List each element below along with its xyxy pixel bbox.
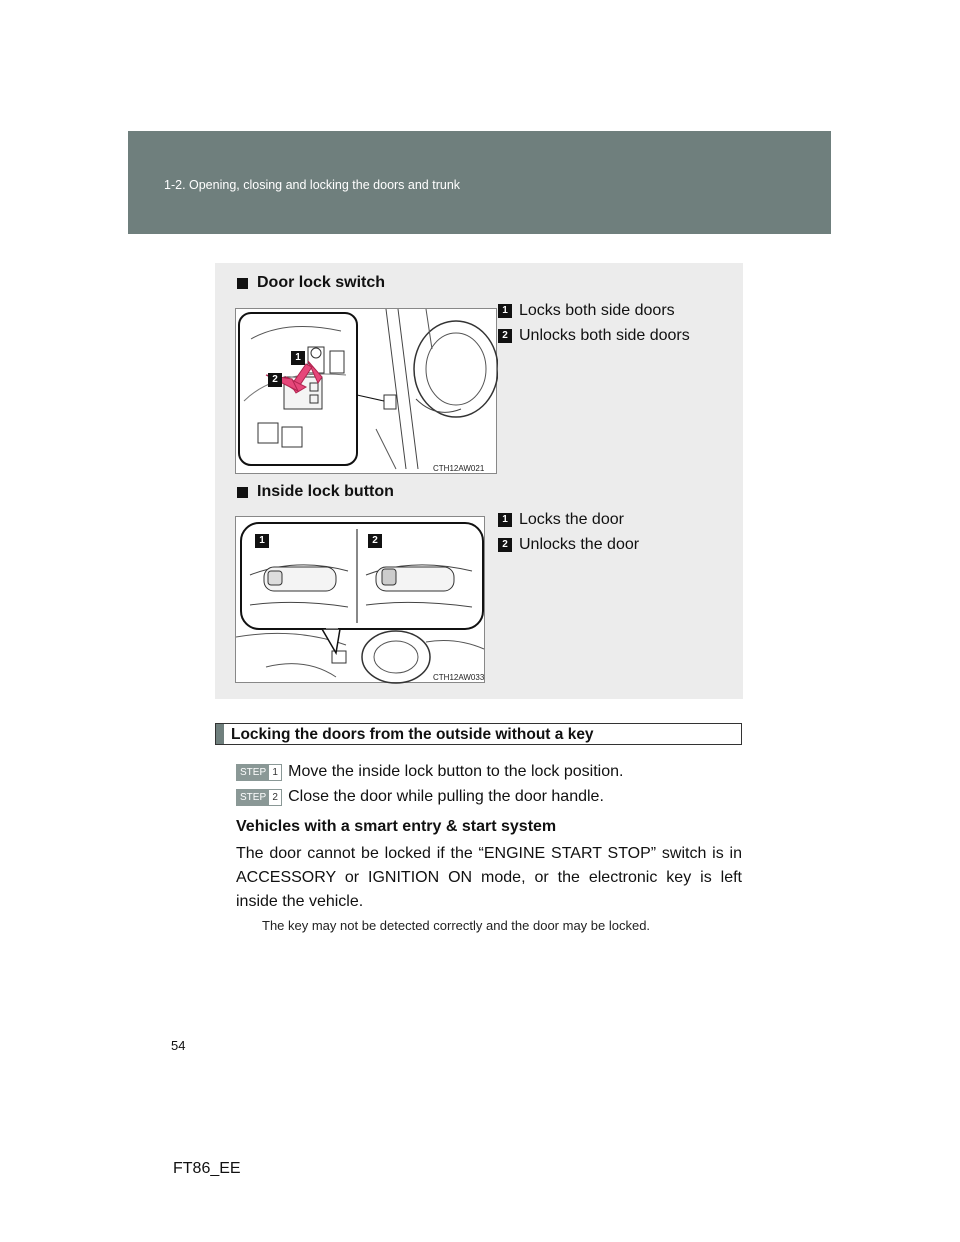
step-word: STEP bbox=[237, 765, 269, 780]
section-heading bbox=[215, 723, 742, 745]
legend-text: Locks both side doors bbox=[519, 302, 675, 319]
step-number: 1 bbox=[269, 765, 281, 780]
legend-number: 2 bbox=[498, 538, 512, 552]
page-header bbox=[128, 131, 831, 234]
callout-1: 1 bbox=[291, 351, 305, 365]
section-title: Locking the doors from the outside without a key bbox=[231, 726, 594, 743]
inside-lock-heading bbox=[237, 483, 394, 501]
inside-lock-button-figure bbox=[235, 516, 485, 683]
inside-lock-heading-text: Inside lock button bbox=[257, 483, 394, 500]
step-number: 2 bbox=[269, 790, 281, 805]
legend-item bbox=[498, 327, 690, 345]
section-accent bbox=[216, 724, 224, 744]
door-lock-heading bbox=[237, 274, 385, 292]
header-title: 1-2. Opening, closing and locking the doors and trunk bbox=[164, 178, 461, 192]
section-note: The key may not be detected correctly and the door may be locked. bbox=[262, 918, 651, 933]
figure-code: CTH12AW021 bbox=[433, 464, 485, 473]
section-subtitle: Vehicles with a smart entry & start system bbox=[236, 818, 557, 835]
step-item bbox=[236, 788, 604, 806]
legend-item bbox=[498, 511, 624, 529]
bullet-square-icon bbox=[237, 278, 248, 289]
step-item bbox=[236, 763, 623, 781]
callout-2: 2 bbox=[268, 373, 282, 387]
step-text: Close the door while pulling the door handle. bbox=[288, 788, 604, 805]
legend-text: Locks the door bbox=[519, 511, 624, 528]
legend-item bbox=[498, 536, 639, 554]
callout-2: 2 bbox=[368, 534, 382, 548]
legend-number: 1 bbox=[498, 304, 512, 318]
legend-number: 1 bbox=[498, 513, 512, 527]
footer-code: FT86_EE bbox=[173, 1160, 241, 1177]
step-badge bbox=[236, 764, 282, 781]
bullet-square-icon bbox=[237, 487, 248, 498]
inside-lock-button-illustration bbox=[236, 517, 486, 684]
step-badge bbox=[236, 789, 282, 806]
callout-1: 1 bbox=[255, 534, 269, 548]
step-text: Move the inside lock button to the lock position. bbox=[288, 763, 624, 780]
door-lock-heading-text: Door lock switch bbox=[257, 274, 386, 291]
door-lock-switch-figure bbox=[235, 308, 497, 474]
page-number: 54 bbox=[171, 1038, 186, 1053]
door-lock-switch-illustration bbox=[236, 309, 498, 475]
step-word: STEP bbox=[237, 790, 269, 805]
legend-item bbox=[498, 302, 675, 320]
legend-number: 2 bbox=[498, 329, 512, 343]
figure-code: CTH12AW033 bbox=[433, 673, 485, 682]
legend-text: Unlocks both side doors bbox=[519, 327, 690, 344]
legend-text: Unlocks the door bbox=[519, 536, 640, 553]
section-paragraph: The door cannot be locked if the “ENGINE START STOP” switch is in ACCESSORY or IGNITION ON mode, or the electronic key is left inside the vehicle. bbox=[236, 845, 742, 910]
